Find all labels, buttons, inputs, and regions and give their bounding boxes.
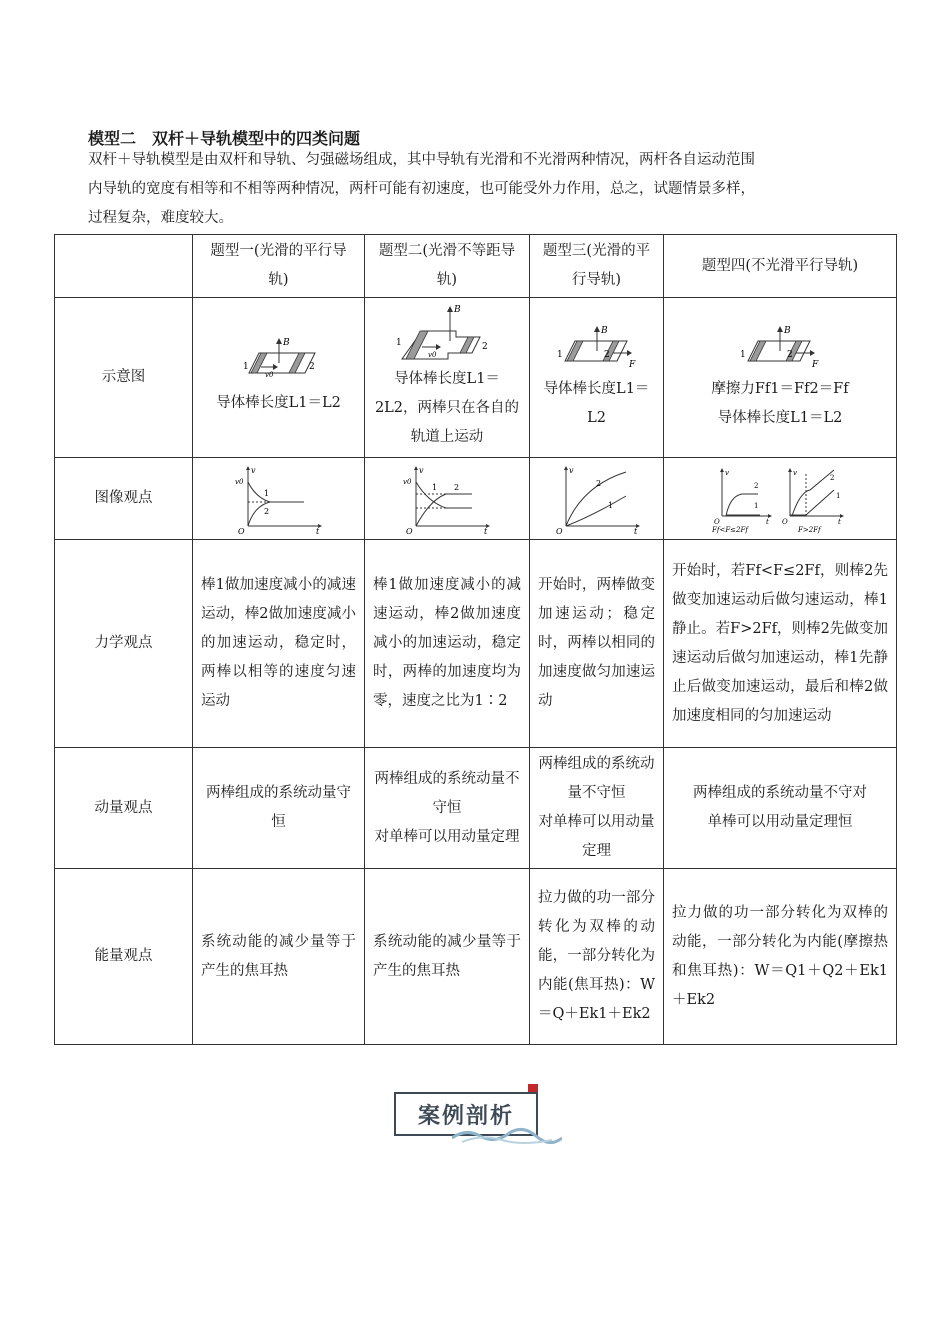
- label-rod-1: 1: [242, 362, 249, 372]
- caption-type3: 导体棒长度L1＝L2: [543, 380, 650, 426]
- header-type-2: 题型二(光滑不等距导轨): [365, 235, 530, 298]
- table-header-row: [55, 235, 897, 298]
- caption-type4-friction: 摩擦力Ff1＝Ff2＝Ff: [711, 380, 849, 397]
- header-type-3: 题型三(光滑的平行导轨): [530, 235, 664, 298]
- momentum-type4-line2: 单棒可以用动量定理恒: [707, 814, 853, 830]
- axis-t: t: [766, 517, 769, 526]
- cell-diagram-type1: [193, 298, 365, 458]
- label-rod-2: 2: [308, 362, 315, 372]
- table-row-mechanics: [55, 540, 897, 748]
- axis-v: v: [250, 465, 256, 475]
- cell-mechanics-type2: 棒1做加速度减小的减速运动，棒2做加速度减小的加速运动，稳定时，两棒的加速度均为零，速度之比为1∶2: [365, 540, 530, 748]
- intro-line: 内导轨的宽度有相等和不相等两种情况，两杆可能有初速度，也可能受外力作用，总之，试题情景多样，: [88, 181, 755, 197]
- momentum-type2-single: 对单棒可以用动量定理: [374, 828, 520, 845]
- label-F: F: [628, 359, 635, 370]
- axis-origin: O: [714, 517, 720, 526]
- cell-diagram-type2: [365, 298, 530, 458]
- curve-label-2: 2: [263, 506, 269, 516]
- momentum-type2-system: 两棒组成的系统动量不守恒: [374, 770, 520, 816]
- curve-label-2: 2: [595, 478, 601, 488]
- label-rod-2: 2: [603, 349, 610, 360]
- cell-energy-type3: 拉力做的功一部分转化为双棒的动能，一部分转化为内能(焦耳热)：W＝Q＋Ek1＋Ek2: [530, 869, 664, 1045]
- curve-label-2: 2: [830, 473, 835, 482]
- cell-energy-type4: 拉力做的功一部分转化为双棒的动能，一部分转化为内能(摩擦热和焦耳热)：W＝Q1＋Q2＋Ek1＋Ek2: [664, 869, 897, 1045]
- rails-diagram-type4: [730, 323, 830, 375]
- vt-graph-type1: [234, 464, 324, 534]
- vt-graph-type3: [552, 464, 642, 534]
- axis-v: v: [793, 468, 797, 477]
- condition-b: F>2Ff: [798, 525, 821, 534]
- cell-mechanics-type4: 开始时，若Ff<F≤2Ff，则棒2先做变加速运动后做匀速运动，棒1静止。若F>2Ff，则棒2先做变加速运动后做匀加速运动，棒1先静止后做变加速运动，最后和棒2做加速度相同的匀加速运动: [664, 540, 897, 748]
- row-label-energy: 能量观点: [55, 869, 193, 1045]
- axis-v: v: [568, 465, 574, 475]
- label-rod-1: 1: [740, 349, 746, 360]
- curve-label-1: 1: [836, 491, 841, 500]
- momentum-type3-system: 两棒组成的系统动量不守恒: [538, 756, 655, 801]
- case-analysis-badge: [392, 1084, 570, 1146]
- cell-energy-type1: 系统动能的减少量等于产生的焦耳热: [193, 869, 365, 1045]
- table-row-momentum: [55, 748, 897, 869]
- caption-type4-length: 导体棒长度L1＝L2: [717, 409, 843, 426]
- axis-t: t: [838, 517, 841, 526]
- axis-origin: O: [237, 526, 245, 534]
- cell-momentum-type4: [664, 748, 897, 869]
- label-rod-2: 2: [787, 349, 793, 360]
- cell-momentum-type1: 两棒组成的系统动量守恒: [193, 748, 365, 869]
- cell-momentum-type2: [365, 748, 530, 869]
- rails-diagram-type1: [229, 337, 329, 389]
- momentum-type4-line1: 两棒组成的系统动量不守对: [693, 785, 867, 801]
- intro-paragraph: [88, 146, 868, 233]
- intro-line: 双杆＋导轨模型是由双杆和导轨、匀强磁场组成，其中导轨有光滑和不光滑两种情况，两杆各自运动范围: [88, 152, 755, 168]
- cell-momentum-type3: [530, 748, 664, 869]
- caption-type2: 导体棒长度L1＝2L2，两棒只在各自的轨道上运动: [374, 371, 520, 445]
- cell-diagram-type3: [530, 298, 664, 458]
- label-F: F: [812, 359, 819, 370]
- table-row-energy: [55, 869, 897, 1045]
- curve-label-1: 1: [263, 488, 269, 498]
- header-type-4: 题型四(不光滑平行导轨): [664, 235, 897, 298]
- label-v0: v0: [264, 371, 273, 379]
- curve-label-2: 2: [754, 481, 759, 490]
- label-rod-1: 1: [396, 338, 402, 348]
- curve-label-1: 1: [432, 482, 438, 492]
- header-type-1: 题型一(光滑的平行导轨): [193, 235, 365, 298]
- badge-label: 案例剖析: [417, 1103, 514, 1129]
- label-v0: v0: [428, 351, 437, 359]
- axis-v0: v0: [403, 477, 412, 486]
- axis-t: t: [633, 526, 637, 534]
- vt-graphs-type4: [710, 464, 850, 534]
- curve-label-1: 1: [754, 501, 759, 510]
- row-label-graph: 图像观点: [55, 458, 193, 540]
- table-row-diagram: [55, 298, 897, 458]
- curve-label-1: 1: [607, 500, 613, 510]
- intro-line: 过程复杂，难度较大。: [88, 210, 233, 226]
- axis-t: t: [315, 526, 319, 534]
- row-label-momentum: 动量观点: [55, 748, 193, 869]
- rails-diagram-type2: [392, 303, 502, 365]
- label-B: B: [282, 338, 290, 348]
- badge-wave-decoration: [452, 1126, 562, 1144]
- cell-mechanics-type1: 棒1做加速度减小的减速运动，棒2做加速度减小的加速运动，稳定时，两棒以相等的速度匀速运动: [193, 540, 365, 748]
- axis-origin: O: [782, 517, 788, 526]
- rails-diagram-type3: [547, 323, 647, 375]
- cell-graph-type1: [193, 458, 365, 540]
- axis-v: v: [725, 468, 729, 477]
- cell-graph-type3: [530, 458, 664, 540]
- cell-graph-type4: [664, 458, 897, 540]
- cell-diagram-type4: [664, 298, 897, 458]
- axis-origin: O: [555, 526, 563, 534]
- label-B: B: [784, 325, 791, 336]
- cell-mechanics-type3: 开始时，两棒做变加速运动；稳定时，两棒以相同的加速度做匀加速运动: [530, 540, 664, 748]
- header-empty-cell: [55, 235, 193, 298]
- axis-v: v: [419, 465, 424, 475]
- model-table: [54, 234, 897, 1045]
- axis-t: t: [484, 526, 488, 534]
- axis-v0: v0: [234, 477, 243, 486]
- axis-origin: O: [406, 526, 413, 534]
- label-rod-2: 2: [482, 342, 488, 352]
- table-row-graph: [55, 458, 897, 540]
- condition-a: Ff<F≤2Ff: [712, 525, 748, 534]
- cell-graph-type2: [365, 458, 530, 540]
- row-label-diagram: 示意图: [55, 298, 193, 458]
- row-label-mechanics: 力学观点: [55, 540, 193, 748]
- label-rod-1: 1: [556, 349, 563, 360]
- vt-graph-type2: [402, 464, 492, 534]
- curve-label-2: 2: [454, 482, 460, 492]
- momentum-type3-single: 对单棒可以用动量定理: [538, 814, 655, 859]
- section-title: 模型二 双杆＋导轨模型中的四类问题: [88, 129, 361, 148]
- label-B: B: [454, 305, 461, 315]
- caption-type1: 导体棒长度L1＝L2: [216, 395, 341, 411]
- cell-energy-type2: 系统动能的减少量等于产生的焦耳热: [365, 869, 530, 1045]
- label-B: B: [600, 325, 608, 336]
